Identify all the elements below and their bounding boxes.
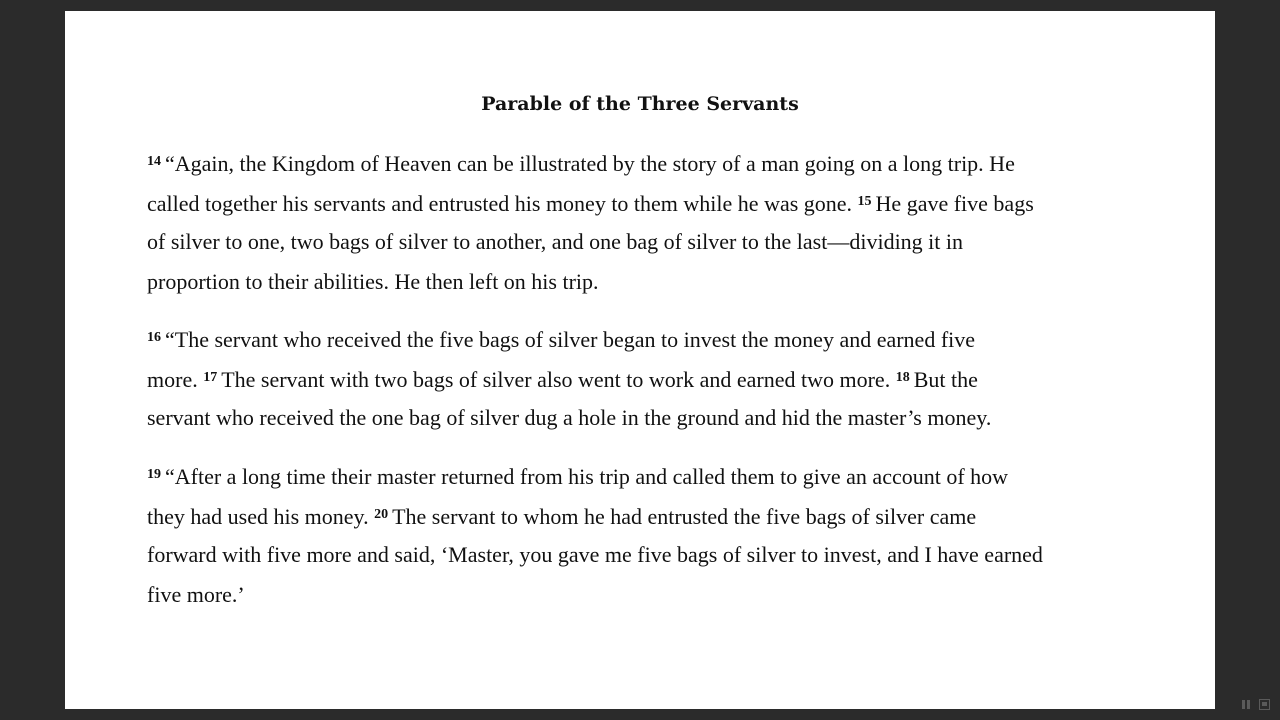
verse-text: But the: [913, 367, 978, 392]
verse-text: of silver to one, two bags of silver to another, and one bag of silver to the last—dividing it in: [147, 229, 964, 254]
verse-text: more.: [147, 367, 204, 392]
verse-number: 20: [374, 507, 389, 522]
verse-text: The servant to whom he had entrusted the five bags of silver came: [392, 504, 977, 529]
pause-icon[interactable]: [1240, 699, 1251, 710]
text-line: [147, 227, 963, 257]
screen-icon[interactable]: [1259, 699, 1270, 710]
text-line: [147, 323, 975, 353]
verse-text: He gave five bags: [875, 191, 1034, 216]
verse-text: The servant with two bags of silver also went to work and earned two more.: [221, 367, 896, 392]
verse-number: 16: [147, 330, 161, 345]
verse-text: called together his servants and entrusted his money to them while he was gone.: [147, 191, 858, 216]
verse-text: “After a long time their master returned from his trip and called them to give an account of how: [165, 464, 1009, 489]
playback-controls: [1240, 699, 1270, 710]
text-line: [147, 187, 1034, 217]
text-line: [147, 363, 978, 393]
verse-number: 17: [203, 370, 218, 385]
text-line: [147, 500, 976, 530]
text-line: [147, 267, 599, 297]
text-line: [147, 460, 1008, 490]
verse-number: 15: [857, 194, 872, 209]
verse-text: they had used his money.: [147, 504, 375, 529]
verse-number: 18: [895, 370, 910, 385]
text-line: [147, 147, 1015, 177]
verse-number: 19: [147, 467, 161, 482]
verse-text: five more.’: [147, 582, 245, 607]
slide: [65, 11, 1215, 709]
verse-text: proportion to their abilities. He then left on his trip.: [147, 269, 599, 294]
verse-number: 14: [147, 154, 161, 169]
verse-text: “The servant who received the five bags of silver began to invest the money and earned five: [165, 327, 976, 352]
text-line: [147, 540, 1043, 570]
verse-text: forward with five more and said, ‘Master, you gave me five bags of silver to invest, and I have earned: [147, 542, 1043, 567]
text-line: [147, 580, 245, 610]
verse-text: servant who received the one bag of silver dug a hole in the ground and hid the master’s money.: [147, 405, 992, 430]
slide-title: Parable of the Three Servants: [481, 93, 799, 115]
verse-text: “Again, the Kingdom of Heaven can be illustrated by the story of a man going on a long trip. He: [165, 151, 1015, 176]
text-line: [147, 403, 991, 433]
